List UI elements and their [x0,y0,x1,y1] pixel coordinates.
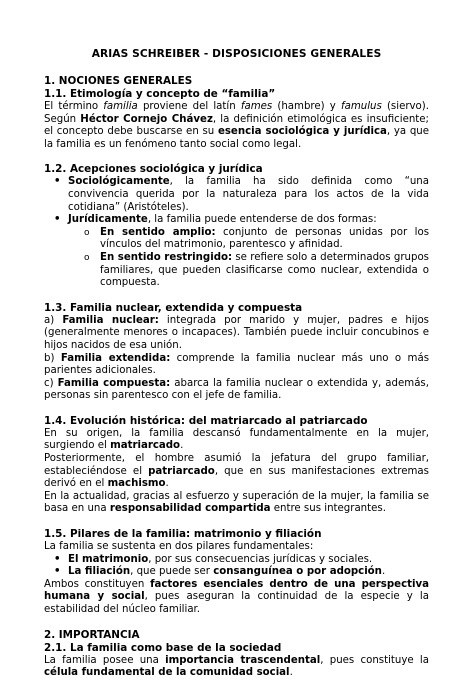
section-heading-2: 2. IMPORTANCIA [44,628,140,641]
paragraph-nuclear: a) Familia nuclear: integrada por marido y mujer, padres e hijos (generalmente menores o incapaces). También puede incluir concubinos e hijos nacidos de esa unión. [44,314,429,351]
list-item: • Sociológicamente, la familia ha sido definida como “una convivencia querida por la naturaleza para los actos de la vida cotidiana” (Aristóteles). [54,176,429,213]
section-heading-1: 1. NOCIONES GENERALES [44,75,193,87]
subsection-heading-1-4: 1.4. Evolución histórica: del matriarcado al patriarcado [44,414,368,427]
paragraph-pilares-intro: La familia se sustenta en dos pilares fundamentales: [44,541,314,553]
subsection-heading-1-2: 1.2. Acepciones sociológica y jurídica [44,163,263,176]
subsection-heading-1-3: 1.3. Familia nuclear, extendida y compuesta [44,301,303,314]
document-title: ARIAS SCHREIBER - DISPOSICIONES GENERALES [91,48,382,60]
list-item: • El matrimonio, por sus consecuencias jurídicas y sociales. [54,553,373,565]
subsection-heading-1-1: 1.1. Etimología y concepto de “familia” [44,88,276,100]
paragraph-compuesta: c) Familia compuesta: abarca la familia nuclear o extendida y, además, personas sin parentesco con el jefe de familia. [44,377,429,402]
paragraph-patriarcado: Posteriormente, el hombre asumió la jefatura del grupo familiar, estableciéndose el patriarcado, que en sus manifestaciones extremas derivó en el machismo. [44,453,429,490]
bullet-icon: • [54,176,61,188]
subsection-heading-2-1: 2.1. La familia como base de la sociedad [44,641,282,654]
paragraph-matriarcado: En su origen, la familia descansó fundamentalmente en la mujer, surgiendo el matriarcado. [44,427,429,452]
bullet-icon: • [54,566,61,578]
subsection-heading-1-5: 1.5. Pilares de la familia: matrimonio y filiación [44,528,322,541]
list-item: • La filiación, que puede ser consanguínea o por adopción. [54,566,386,578]
paragraph-importancia: La familia posee una importancia trascendental, pues constituye la célula fundamental de la comunidad social. [44,654,429,679]
bullet-icon: • [54,214,61,226]
list-item: o En sentido restringido: se refiere solo a determinados grupos familiares, que pueden clasificarse como nuclear, extendida o compuesta. [84,251,429,289]
circle-bullet-icon: o [84,252,90,263]
circle-bullet-icon: o [84,227,90,238]
bullet-list-acepciones [44,176,429,226]
bullet-list-pilares [44,554,429,579]
paragraph-actualidad: En la actualidad, gracias al esfuerzo y superación de la mujer, la familia se basa en una responsabilidad compartida entre sus integrantes. [44,490,429,515]
bullet-icon: • [54,553,61,565]
paragraph-extendida: b) Familia extendida: comprende la familia nuclear más uno o más parientes adicionales. [44,352,429,377]
list-item: • Jurídicamente, la familia puede entenderse de dos formas: [54,214,377,226]
paragraph-etymology: El término familia proviene del latín fames (hambre) y famulus (siervo). Según Héctor Cornejo Chávez, la definición etimológica es insuficiente; el concepto debe buscarse en su esencia sociológica y jurídica, ya que la familia es un fenómeno tanto social como legal. [44,101,430,150]
list-item: o En sentido amplio: conjunto de personas unidas por los vínculos del matrimonio, parentesco y afinidad. [84,226,429,251]
paragraph-factores: Ambos constituyen factores esenciales dentro de una perspectiva humana y social, pues aseguran la continuidad de la especie y la estabilidad del núcleo familiar. [44,578,429,615]
sub-bullet-list [44,227,429,290]
